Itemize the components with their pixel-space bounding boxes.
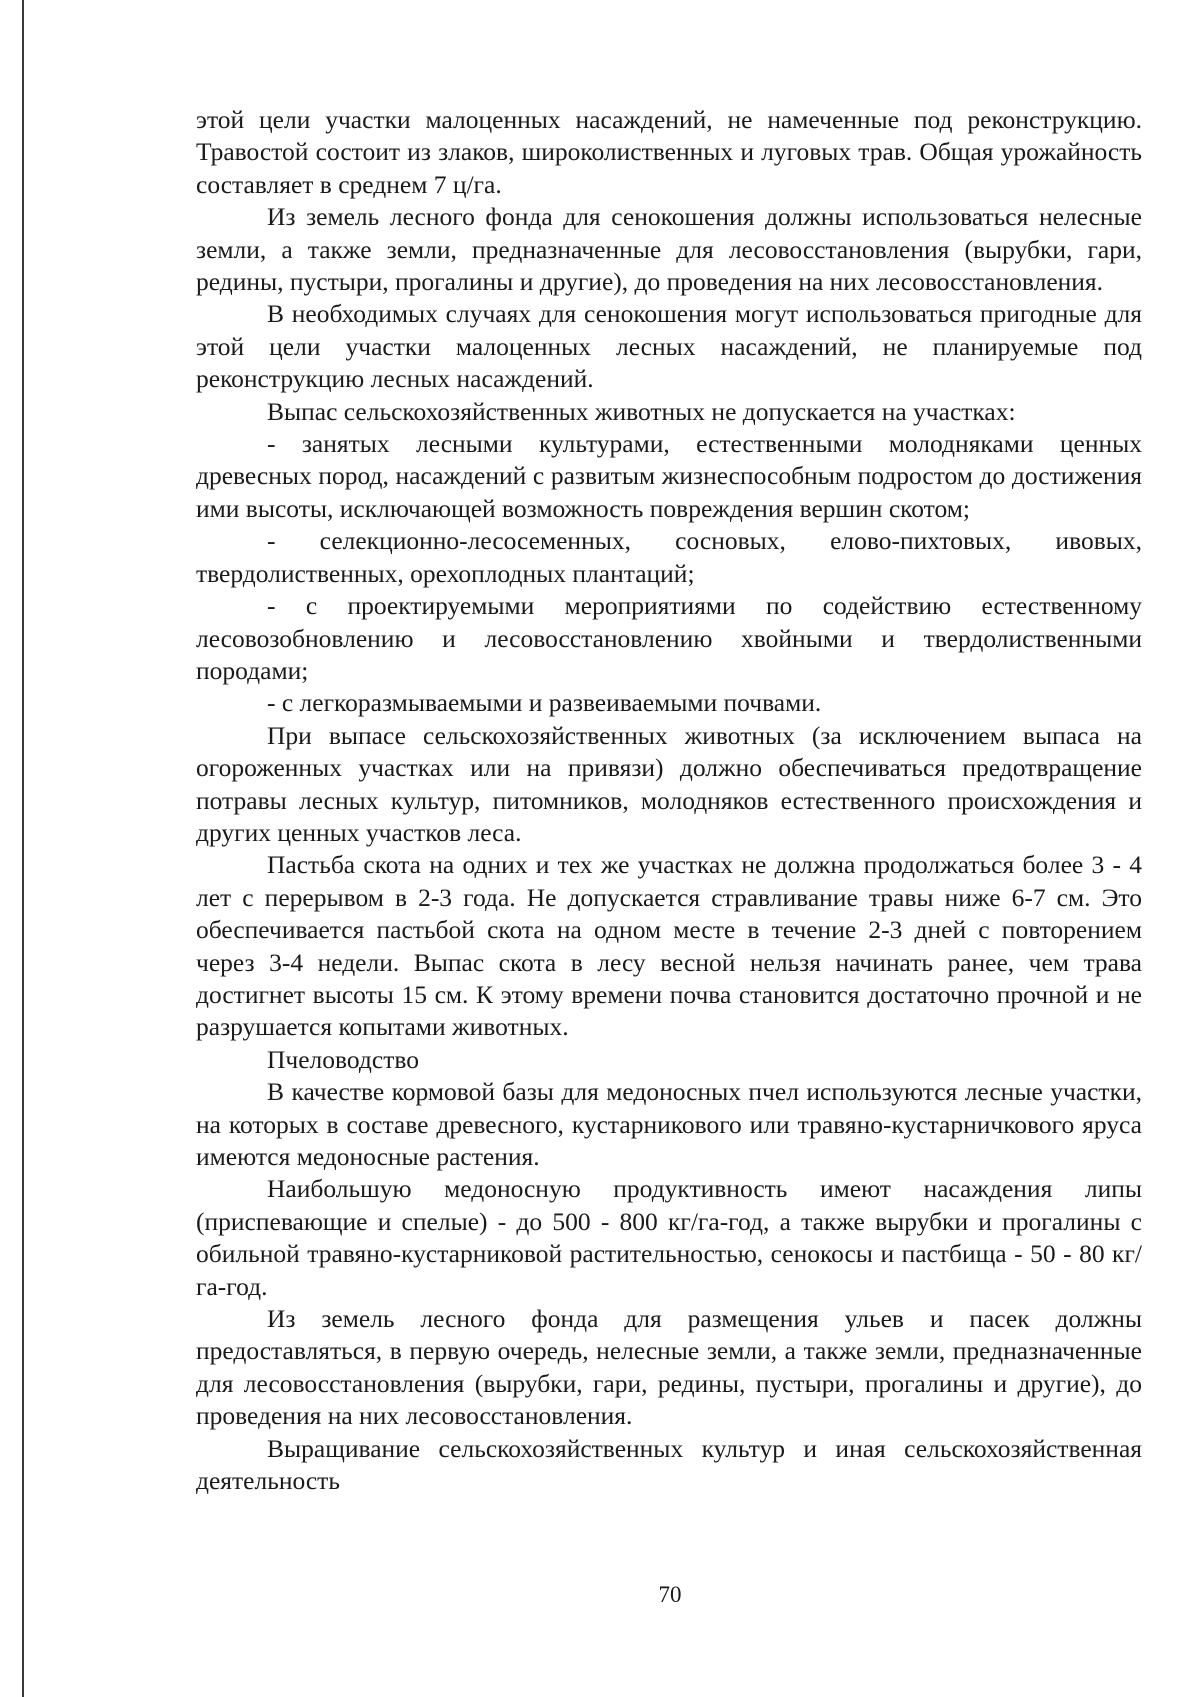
scan-edge-line xyxy=(22,0,24,1697)
paragraph-grazing-schedule: Пастьба скота на одних и тех же участках не должна продолжаться более 3 - 4 лет с перерывом в 2-3 года. Не допускается стравливание травы ниже 6-7 см. Это обеспечивается пастьбой скота на одном месте в течение 2-3 дней с повторением через 3-4 недели. Выпас скота в лесу весной нельзя начинать ранее, чем трава достигнет высоты 15 см. К этому времени почва становится достаточно прочной и не разрушается копытами животных. xyxy=(196,850,1142,1042)
list-item-erodible-soils: - с легкоразмываемыми и развеиваемыми почвами. xyxy=(267,688,822,718)
list-item-plantations: - селекционно-лесосеменных, сосновых, елово-пихтовых, ивовых, твердолиственных, орехоплодных плантаций; xyxy=(196,526,1142,588)
paragraph-hayfield-continuation: этой цели участки малоценных насаждений, не намеченные под реконструкцию. Травостой состоит из злаков, широколиственных и луговых трав. Общая урожайность составляет в среднем 7 ц/га. xyxy=(196,105,1142,199)
paragraph-hayfield-exceptions: В необходимых случаях для сенокошения могут использоваться пригодные для этой цели участки малоценных лесных насаждений, не планируемые под реконструкцию лесных насаждений. xyxy=(196,299,1142,394)
paragraph-honey-productivity: Наибольшую медоносную продуктивность имеют насаждения липы (приспевающие и спелые) - до 500 - 800 кг/га-год, а также вырубки и прогалины с обильной травяно-кустарниковой растительностью, сенокосы и пастбища - 50 - 80 кг/га-год. xyxy=(196,1174,1142,1301)
page-number: 70 xyxy=(658,1582,682,1607)
paragraph-apiary-lands: Из земель лесного фонда для размещения ульев и пасек должны предоставляться, в первую очередь, нелесные земли, а также земли, предназначенные для лесовосстановления (вырубки, гари, редины, пустыри, прогалины и другие), до проведения на них лесовосстановления. xyxy=(196,1304,1142,1431)
paragraph-grazing-protection: При выпасе сельскохозяйственных животных (за исключением выпаса на огороженных участках или на привязи) должно обеспечиваться предотвращение потравы лесных культур, питомников, молодняков естественного происхождения и других ценных участков леса. xyxy=(196,720,1142,847)
paragraph-grazing-restrictions-intro: Выпас сельскохозяйственных животных не допускается на участках: xyxy=(267,396,1016,426)
list-item-forest-cultures: - занятых лесными культурами, естественными молодняками ценных древесных пород, насаждений с развитым жизнеспособным подростом до достижения ими высоты, исключающей возможность повреждения вершин скотом; xyxy=(196,429,1142,523)
document-page xyxy=(196,104,1142,1497)
list-item-reforestation-areas: - с проектируемыми мероприятиями по содействию естественному лесовозобновлению и лесовосстановлению хвойными и твердолиственными породами; xyxy=(196,591,1142,685)
section-heading-agriculture: Выращивание сельскохозяйственных культур и иная сельскохозяйственная деятельность xyxy=(196,1433,1142,1496)
paragraph-hayfield-lands: Из земель лесного фонда для сенокошения должны использоваться нелесные земли, а также земли, предназначенные для лесовосстановления (вырубки, гари, редины, пустыри, прогалины и другие), до проведения на них лесовосстановления. xyxy=(196,202,1142,297)
section-heading-beekeeping: Пчеловодство xyxy=(267,1044,419,1074)
paragraph-beekeeping-forage: В качестве кормовой базы для медоносных пчел используются лесные участки, на которых в составе древесного, кустарникового или травяно-кустарничкового яруса имеются медоносные растения. xyxy=(196,1077,1142,1171)
